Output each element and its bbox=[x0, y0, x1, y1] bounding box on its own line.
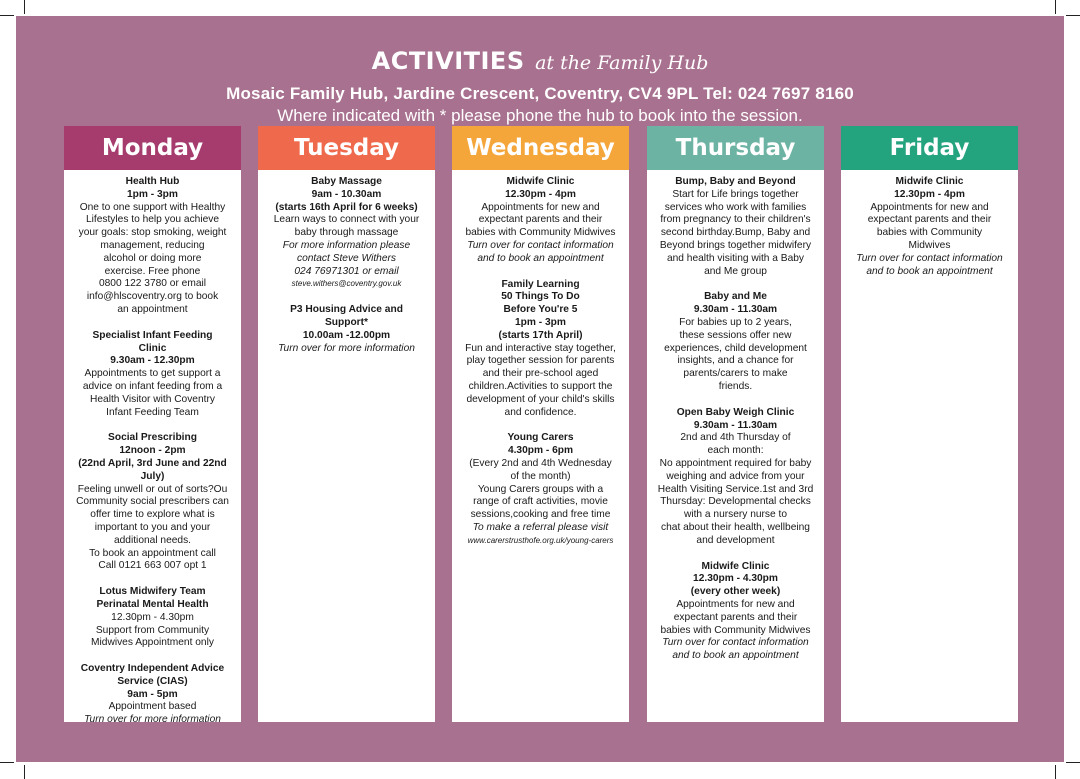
activity-name: Lotus Midwifery Team Perinatal Mental Health bbox=[96, 586, 209, 610]
activity-note: Turn over for contact information and to book an appointment bbox=[856, 252, 1003, 277]
activity-description: Fun and interactive stay together, play together session for parents and their pre-school aged children.Activities to support the development of your child's skills and confidence. bbox=[465, 342, 616, 418]
activity-time: 1pm - 3pm bbox=[515, 316, 566, 328]
day-activities bbox=[64, 170, 241, 727]
activity-entry bbox=[653, 291, 818, 393]
day-heading: Monday bbox=[64, 126, 241, 170]
activity-time: 12.30pm - 4pm bbox=[894, 188, 965, 200]
crop-mark-tl bbox=[24, 0, 25, 14]
activity-note: For more information please contact Steve Withers 024 76971301 or email bbox=[282, 239, 411, 277]
activity-time: 9am - 5pm bbox=[127, 688, 178, 700]
activity-name: Young Carers bbox=[507, 432, 574, 444]
day-activities bbox=[841, 170, 1018, 278]
activity-dates: (starts 16th April for 6 weeks) bbox=[275, 201, 418, 213]
activity-description: One to one support with Healthy Lifestyles to help you achieve your goals: stop smoking, weight management, reducing alcohol or doing more exercise. Free phone 0800 122 3780 or email info@hlscoventry.org to book an appointment bbox=[78, 201, 227, 315]
activity-time: 10.00am -12.00pm bbox=[302, 329, 391, 341]
day-heading: Wednesday bbox=[452, 126, 629, 170]
activity-description: 12.30pm - 4.30pm Support from Community Midwives Appointment only bbox=[91, 611, 214, 649]
activity-description: Learn ways to connect with your baby through massage bbox=[273, 214, 420, 239]
activity-name: Baby Massage bbox=[311, 176, 382, 187]
activity-entry bbox=[458, 176, 623, 266]
crop-mark-tr-h bbox=[1066, 15, 1080, 16]
activity-time: 9.30am - 12.30pm bbox=[110, 355, 195, 367]
activity-time: 12.30pm - 4.30pm bbox=[693, 573, 778, 585]
day-heading: Thursday bbox=[647, 126, 824, 170]
activity-entry bbox=[70, 330, 235, 420]
activity-name: Health Hub bbox=[125, 176, 180, 187]
activity-note: Turn over for more information bbox=[84, 714, 221, 726]
flyer-panel bbox=[16, 16, 1064, 762]
activity-entry bbox=[264, 176, 429, 291]
crop-mark-tr bbox=[1055, 0, 1056, 14]
activity-name: Open Baby Weigh Clinic bbox=[676, 406, 795, 418]
activity-name: Social Prescribing bbox=[108, 432, 197, 444]
activity-entry bbox=[70, 432, 235, 573]
activity-description: Start for Life brings together services who work with families from pregnancy to their children's second birthday.Bump, Baby and Beyond brings together midwifery and health visiting with a Baby and Me group bbox=[659, 188, 812, 277]
activity-entry bbox=[70, 176, 235, 317]
activity-entry bbox=[264, 304, 429, 355]
crop-mark-bl-h bbox=[0, 762, 14, 763]
activity-entry bbox=[70, 586, 235, 650]
activity-description: Appointments for new and expectant parents and their babies with Community Midwives bbox=[660, 598, 811, 636]
title bbox=[16, 44, 1064, 78]
activity-entry bbox=[653, 561, 818, 663]
activity-dates: (22nd April, 3rd June and 22nd July) bbox=[78, 457, 227, 482]
activity-dates: (every other week) bbox=[690, 586, 781, 598]
activity-time: 9.30am - 11.30am bbox=[693, 419, 778, 431]
activity-description: Appointments to get support a advice on infant feeding from a Health Visitor with Coventry Infant Feeding Team bbox=[82, 368, 223, 418]
activity-entry bbox=[847, 176, 1012, 278]
booking-note: Where indicated with * please phone the hub to book into the session. bbox=[277, 106, 803, 125]
activity-entry bbox=[458, 432, 623, 547]
activity-link: www.carerstrusthofe.org.uk/young-carers bbox=[467, 535, 614, 545]
day-column-wednesday bbox=[452, 126, 629, 722]
activity-description: Appointment based bbox=[108, 701, 197, 713]
day-column-monday bbox=[64, 126, 241, 726]
activity-note: Turn over for contact information and to book an appointment bbox=[662, 637, 809, 662]
address-line: Mosaic Family Hub, Jardine Crescent, Coventry, CV4 9PL Tel: 024 7697 8160 bbox=[226, 84, 854, 103]
crop-mark-br-h bbox=[1066, 762, 1080, 763]
crop-mark-bl bbox=[24, 765, 25, 779]
activity-time: 9.30am - 11.30am bbox=[693, 304, 778, 316]
crop-mark-br bbox=[1055, 765, 1056, 779]
activity-name: Midwife Clinic bbox=[506, 176, 575, 187]
activity-time: 4.30pm - 6pm bbox=[507, 445, 574, 457]
day-heading: Friday bbox=[841, 126, 1018, 170]
activity-time: 12noon - 2pm bbox=[119, 445, 186, 457]
activity-name: P3 Housing Advice and Support* bbox=[290, 304, 403, 328]
activity-note: Turn over for more information bbox=[278, 342, 415, 354]
activity-link: steve.withers@coventry.gov.uk bbox=[291, 279, 402, 289]
activity-name: Coventry Independent Advice Service (CIAS) bbox=[80, 663, 225, 687]
activity-name: Bump, Baby and Beyond bbox=[675, 176, 796, 187]
activity-description: (Every 2nd and 4th Wednesday of the month) Young Carers groups with a range of craft activities, movie sessions,cooking and free time bbox=[469, 457, 612, 521]
activity-time: 9am - 10.30am bbox=[311, 188, 382, 200]
title-script: at the Family Hub bbox=[535, 52, 709, 74]
day-activities bbox=[452, 170, 629, 548]
activity-entry bbox=[458, 279, 623, 420]
crop-mark-tl-h bbox=[0, 15, 14, 16]
activity-name: Midwife Clinic bbox=[895, 176, 964, 187]
day-column-friday bbox=[841, 126, 1018, 722]
activity-description: Appointments for new and expectant parents and their babies with Community Midwives bbox=[465, 201, 616, 239]
activity-note: To make a referral please visit bbox=[472, 521, 609, 533]
activity-description: Appointments for new and expectant parents and their babies with Community Midwives bbox=[867, 201, 992, 251]
activity-name: Family Learning 50 Things To Do Before You're 5 bbox=[501, 278, 580, 316]
day-activities bbox=[647, 170, 824, 663]
activity-time: 1pm - 3pm bbox=[127, 188, 178, 200]
activity-entry bbox=[70, 663, 235, 727]
activity-name: Midwife Clinic bbox=[701, 560, 770, 572]
activity-description: 2nd and 4th Thursday of each month: No appointment required for baby weighing and advice from your Health Visiting Service.1st and 3rd Thursday: Developmental checks with a nursery nurse to chat about their health, wellbeing and development bbox=[657, 432, 814, 546]
activity-name: Specialist Infant Feeding Clinic bbox=[92, 329, 213, 354]
activity-description: Feeling unwell or out of sorts?Ou Community social prescribers can offer time to explore what is important to you and your additional needs. To book an appointment call Call 0121 663 007 opt 1 bbox=[76, 483, 229, 572]
activity-dates: (starts 17th April) bbox=[498, 329, 583, 341]
day-column-thursday bbox=[647, 126, 824, 722]
title-main: ACTIVITIES bbox=[371, 47, 525, 75]
activity-time: 12.30pm - 4pm bbox=[505, 188, 576, 200]
day-heading: Tuesday bbox=[258, 126, 435, 170]
activity-entry bbox=[653, 176, 818, 278]
activity-description: For babies up to 2 years, these sessions offer new experiences, child development insights, and a chance for parents/carers to make friends. bbox=[664, 316, 807, 392]
flyer-header bbox=[16, 16, 1064, 126]
activity-name: Baby and Me bbox=[704, 291, 767, 303]
day-activities bbox=[258, 170, 435, 355]
day-column-tuesday bbox=[258, 126, 435, 722]
activity-note: Turn over for contact information and to book an appointment bbox=[467, 239, 614, 264]
activity-entry bbox=[653, 407, 818, 548]
